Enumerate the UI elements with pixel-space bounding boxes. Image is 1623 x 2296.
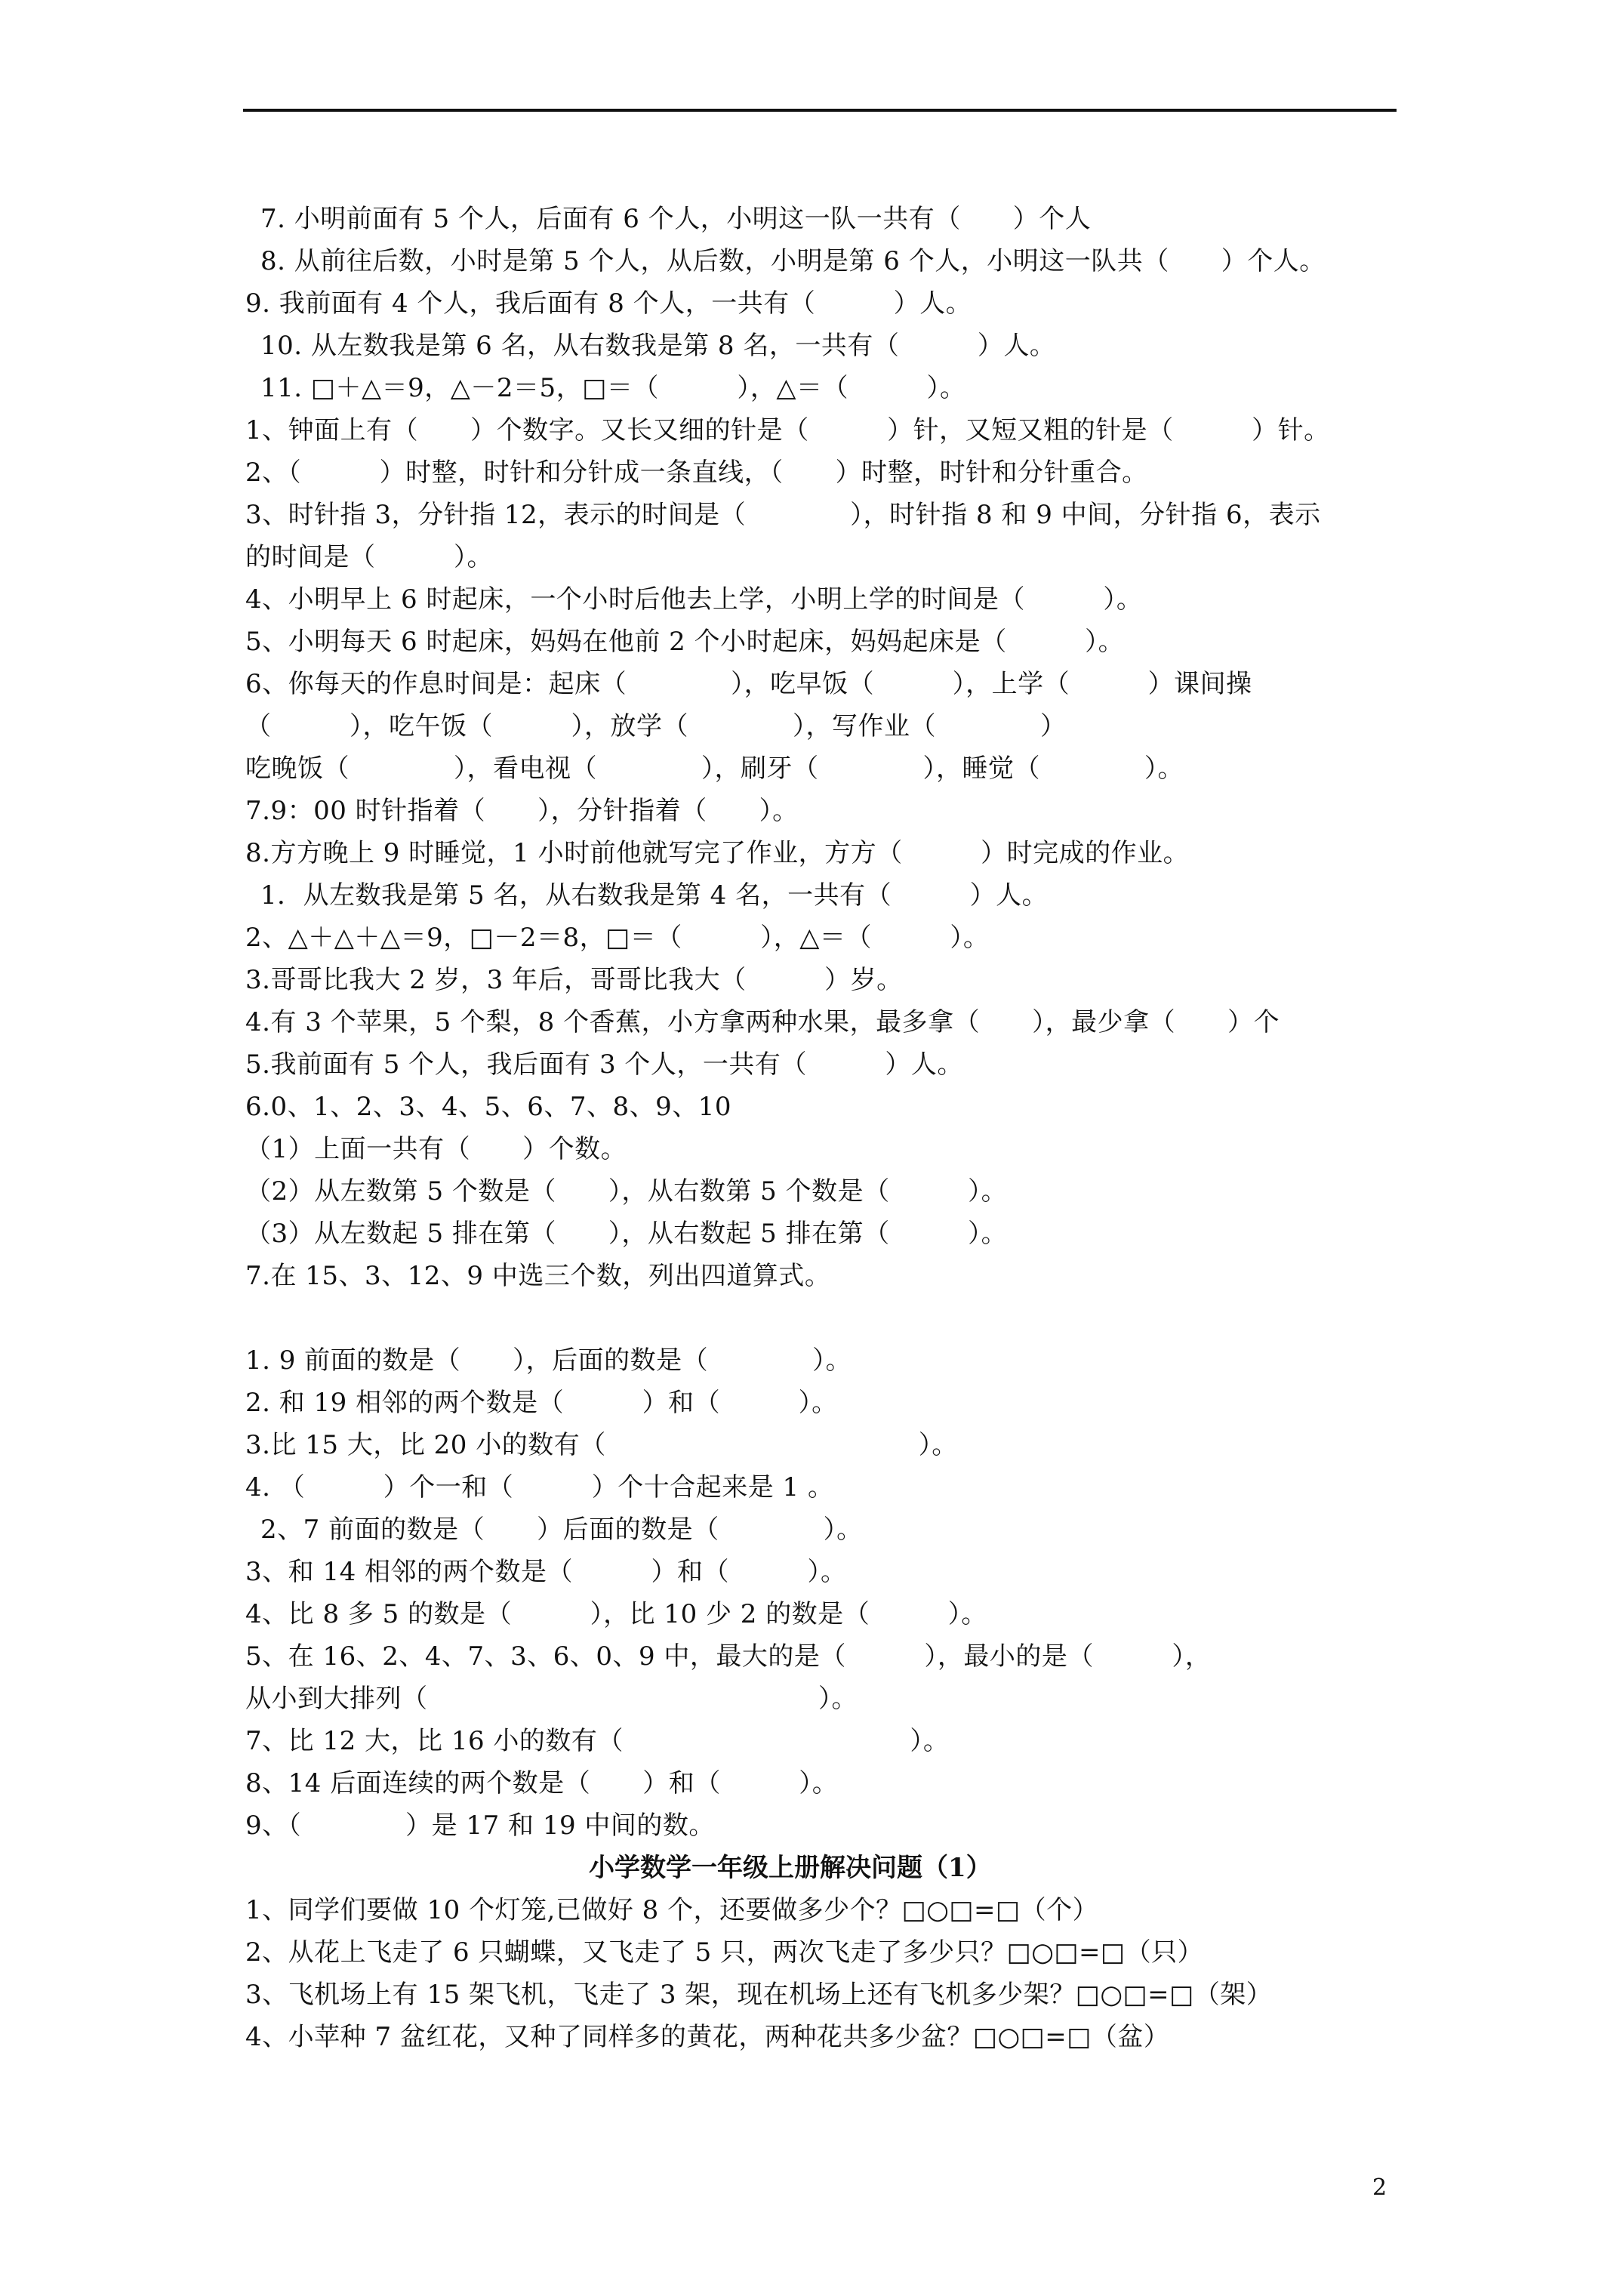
text-line: 3.哥哥比我大 2 岁，3 年后，哥哥比我大（ ）岁。 xyxy=(245,965,903,995)
text-line: 3、时针指 3，分针指 12，表示的时间是（ ），时针指 8 和 9 中间，分针指 6，表示 xyxy=(245,500,1321,530)
text-line: 10. 从左数我是第 6 名，从右数我是第 8 名，一共有（ ）人。 xyxy=(260,331,1056,361)
text-line: 2、从花上飞走了 6 只蝴蝶，又飞走了 5 只，两次飞走了多少只？□○□=□（只） xyxy=(245,1937,1204,1968)
text-line: 4、小明早上 6 时起床，一个小时后他去上学，小明上学的时间是（ ）。 xyxy=(245,584,1143,615)
text-line: 吃晚饭（ ），看电视（ ），刷牙（ ），睡觉（ ）。 xyxy=(245,754,1184,784)
text-line: 6、你每天的作息时间是：起床（ ），吃早饭（ ），上学（ ）课间操 xyxy=(245,669,1252,699)
text-line: 9. 我前面有 4 个人，我后面有 8 个人，一共有（ ）人。 xyxy=(245,288,972,319)
text-line: 4、小苹种 7 盆红花，又种了同样多的黄花，两种花共多少盆？□○□=□（盆） xyxy=(245,2022,1170,2052)
text-line: 5、在 16、2、4、7、3、6、0、9 中，最大的是（ ），最小的是（ ）， xyxy=(245,1641,1212,1672)
section-title: 小学数学一年级上册解决问题（1） xyxy=(589,1853,992,1883)
text-line: 3、飞机场上有 15 架飞机，飞走了 3 架，现在机场上还有飞机多少架？□○□=□（架） xyxy=(245,1980,1273,2010)
text-line: （2）从左数第 5 个数是（ ），从右数第 5 个数是（ ）。 xyxy=(245,1176,1008,1207)
text-line: 7.9：00 时针指着（ ），分针指着（ ）。 xyxy=(245,796,799,826)
text-line: 3.比 15 大，比 20 小的数有（ ）。 xyxy=(245,1430,958,1460)
text-line: 1. 9 前面的数是（ ），后面的数是（ ）。 xyxy=(245,1345,852,1376)
text-line: 11. □＋△＝9，△－2＝5，□＝（ ），△＝（ ）。 xyxy=(260,373,966,403)
header-rule xyxy=(243,109,1397,112)
text-line: 2、（ ）时整，时针和分针成一条直线，（ ）时整，时针和分针重合。 xyxy=(245,458,1148,488)
text-line: （3）从左数起 5 排在第（ ），从右数起 5 排在第（ ）。 xyxy=(245,1219,1008,1249)
text-line: 1、钟面上有（ ）个数字。又长又细的针是（ ）针，又短又粗的针是（ ）针。 xyxy=(245,415,1330,445)
text-line: 9、（ ）是 17 和 19 中间的数。 xyxy=(245,1811,715,1841)
text-line: 2、△＋△＋△＝9，□－2＝8，□＝（ ），△＝（ ）。 xyxy=(245,923,990,953)
text-line: 1、同学们要做 10 个灯笼,已做好 8 个，还要做多少个？□○□=□（个） xyxy=(245,1895,1099,1925)
text-line: 1．从左数我是第 5 名，从右数我是第 4 名，一共有（ ）人。 xyxy=(260,880,1049,911)
text-line: 7.在 15、3、12、9 中选三个数，列出四道算式。 xyxy=(245,1261,831,1291)
text-line: 4. （ ）个一和（ ）个十合起来是 1 。 xyxy=(245,1472,834,1502)
text-line: 2. 和 19 相邻的两个数是（ ）和（ ）。 xyxy=(245,1388,838,1418)
text-line: 8. 从前往后数，小时是第 5 个人，从后数，小明是第 6 个人，小明这一队共（ ）个人。 xyxy=(260,246,1326,276)
text-line: 的时间是（ ）。 xyxy=(245,542,493,572)
text-line: 从小到大排列（ ）。 xyxy=(245,1684,858,1714)
text-line: 3、和 14 相邻的两个数是（ ）和（ ）。 xyxy=(245,1557,847,1587)
text-line: 7、比 12 大，比 16 小的数有（ ）。 xyxy=(245,1726,950,1756)
text-line: 7. 小明前面有 5 个人，后面有 6 个人，小明这一队一共有（ ）个人 xyxy=(260,204,1092,234)
text-line: 8、14 后面连续的两个数是（ ）和（ ）。 xyxy=(245,1768,839,1798)
text-line: 4、比 8 多 5 的数是（ ），比 10 少 2 的数是（ ）。 xyxy=(245,1599,987,1629)
text-line: 5、小明每天 6 时起床，妈妈在他前 2 个小时起床，妈妈起床是（ ）。 xyxy=(245,627,1125,657)
page-number: 2 xyxy=(1372,2174,1387,2201)
text-line: （ ），吃午饭（ ），放学（ ），写作业（ ） xyxy=(245,711,1067,741)
text-line: 6.0、1、2、3、4、5、6、7、8、9、10 xyxy=(245,1092,732,1122)
text-line: 5.我前面有 5 个人，我后面有 3 个人，一共有（ ）人。 xyxy=(245,1049,963,1080)
text-line: 8.方方晚上 9 时睡觉，1 小时前他就写完了作业，方方（ ）时完成的作业。 xyxy=(245,838,1190,868)
text-line: 4.有 3 个苹果，5 个梨，8 个香蕉，小方拿两种水果，最多拿（ ），最少拿（ ）个 xyxy=(245,1007,1280,1037)
text-line: （1）上面一共有（ ）个数。 xyxy=(245,1134,627,1164)
text-line: 2、7 前面的数是（ ）后面的数是（ ）。 xyxy=(260,1515,863,1545)
